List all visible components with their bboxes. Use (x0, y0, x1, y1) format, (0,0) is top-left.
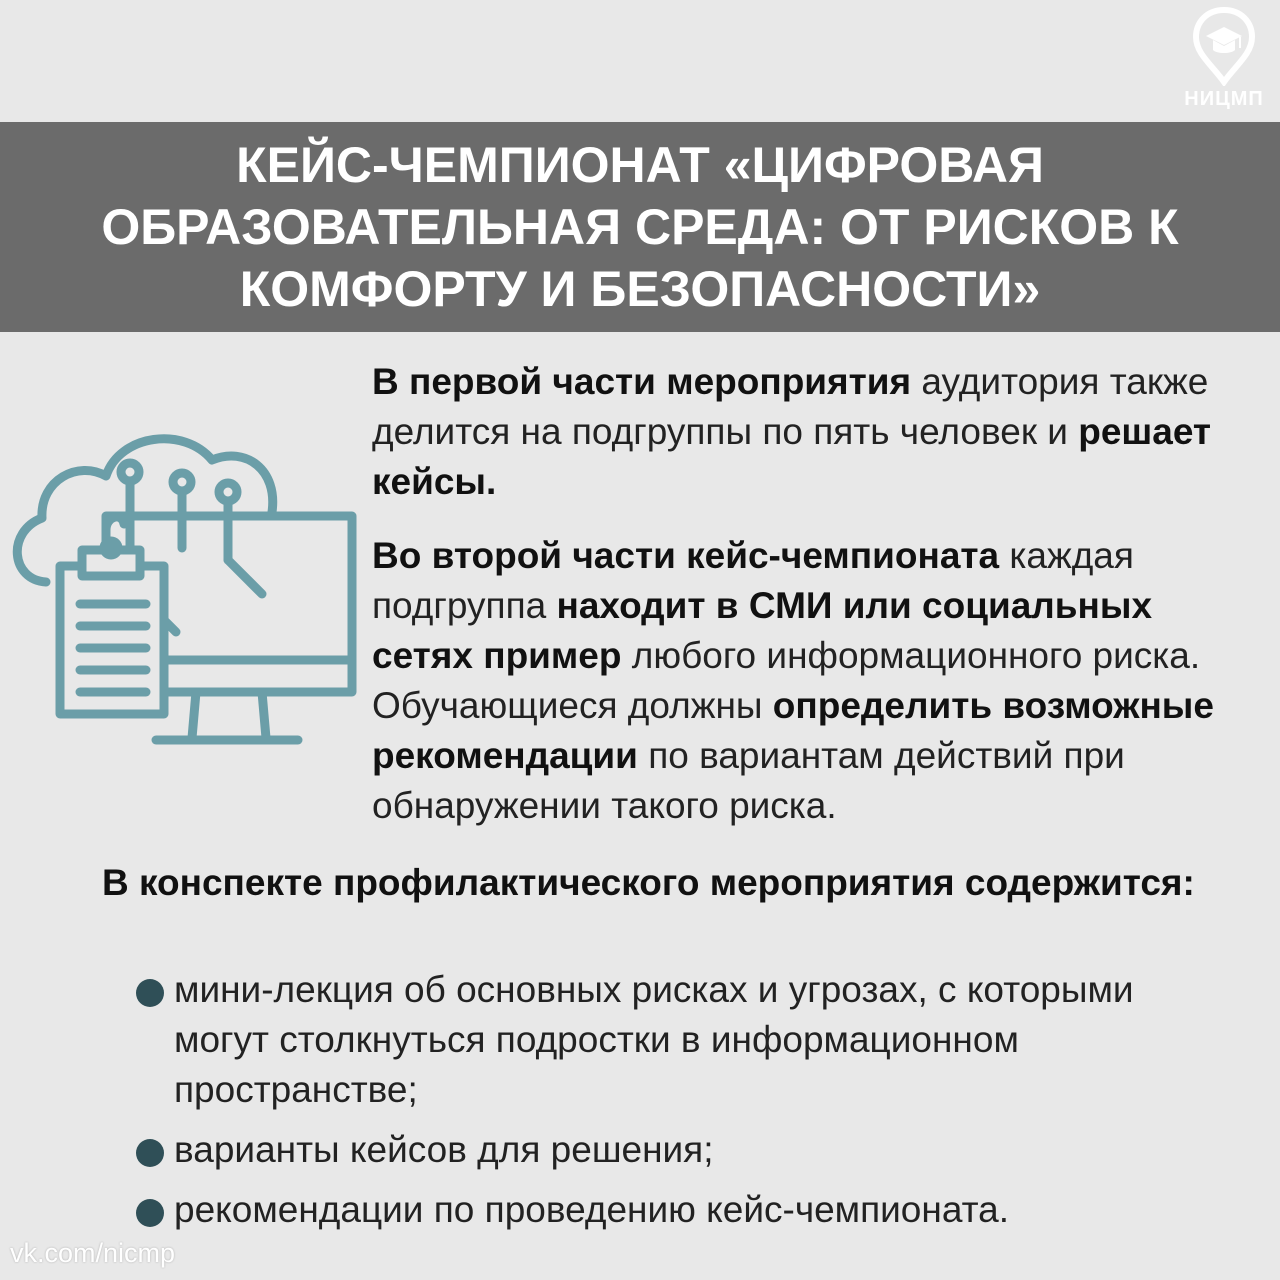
brand-logo (1176, 6, 1272, 116)
second-part-emphasis-1: находит в СМИ или социальных сетях пример (372, 585, 1153, 676)
page-title: КЕЙС-ЧЕМПИОНАТ «ЦИФРОВАЯ ОБРАЗОВАТЕЛЬНАЯ СРЕДА: ОТ РИСКОВ К КОМФОРТУ И БЕЗОПАСНОСТИ» (101, 137, 1179, 317)
list-item (136, 1125, 1236, 1175)
first-part-lead: В первой части мероприятия (372, 361, 912, 402)
list-item-text: рекомендации по проведению кейс-чемпионата. (174, 1189, 1009, 1230)
first-part-text: аудитория также делится на подгруппы по пять человек и (372, 361, 1209, 452)
list-item (136, 965, 1236, 1115)
summary-heading: В конспекте профилактического мероприятия содержится: (102, 862, 1195, 903)
illustration (6, 420, 358, 770)
first-part-paragraph (372, 357, 1252, 507)
cloud-computer-document-icon (6, 420, 358, 770)
bullet-dot-icon (136, 1199, 164, 1227)
graduation-cap-location-pin-icon (1191, 6, 1257, 86)
summary-list (136, 965, 1236, 1245)
list-item (136, 1185, 1236, 1235)
bullet-dot-icon (136, 1139, 164, 1167)
second-part-lead: Во второй части кейс-чемпионата (372, 535, 1000, 576)
second-part-paragraph (372, 531, 1252, 831)
footer-link[interactable]: vk.com/nicmp (10, 1238, 176, 1268)
second-part-text-3: по вариантам действий при обнаружении такого риска. (372, 735, 1125, 826)
list-item-text: варианты кейсов для решения; (174, 1129, 714, 1170)
brand-name: НИЦМП (1184, 88, 1264, 110)
second-part-text-2: любого информационного риска. Обучающиеся должны (372, 635, 1201, 726)
first-part-emphasis: решает кейсы. (372, 411, 1212, 502)
second-part-emphasis-2: определить возможные рекомендации (372, 685, 1214, 776)
title-banner (0, 122, 1280, 332)
bullet-dot-icon (136, 979, 164, 1007)
second-part-text-1: каждая подгруппа (372, 535, 1134, 626)
list-item-text: мини-лекция об основных рисках и угрозах, с которыми могут столкнуться подростки в информационном пространстве; (174, 969, 1134, 1110)
